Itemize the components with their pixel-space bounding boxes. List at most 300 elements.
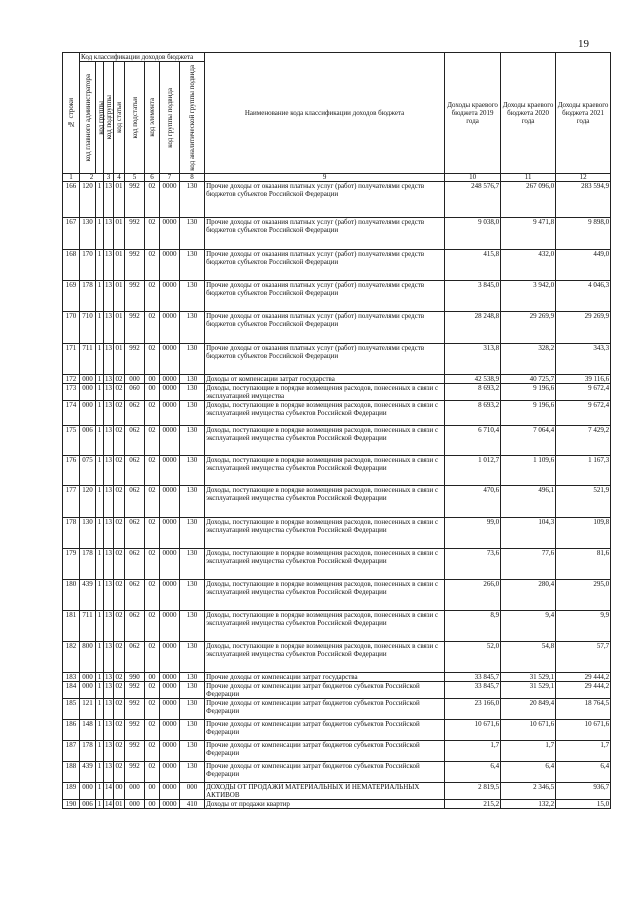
col-number: 6 bbox=[145, 174, 160, 182]
cell-pg: 13 bbox=[104, 518, 114, 549]
cell-gpv: 0000 bbox=[160, 218, 180, 250]
cell-n: 178 bbox=[63, 518, 80, 549]
cell-agpv: 130 bbox=[180, 580, 205, 611]
cell-n: 179 bbox=[63, 549, 80, 580]
cell-pg: 13 bbox=[104, 720, 114, 741]
cell-pst: 992 bbox=[125, 741, 145, 762]
cell-pst: 062 bbox=[125, 580, 145, 611]
cell-st: 01 bbox=[114, 218, 125, 250]
cell-name: Прочие доходы от компенсации затрат бюджетов субъектов Российской Федерации bbox=[205, 720, 445, 741]
cell-v2: 432,0 bbox=[501, 250, 556, 281]
cell-st: 00 bbox=[114, 783, 125, 800]
table-row bbox=[63, 281, 611, 312]
cell-v1: 3 845,0 bbox=[445, 281, 501, 312]
col-number: 11 bbox=[501, 174, 556, 182]
cell-st: 02 bbox=[114, 486, 125, 518]
cell-n: 180 bbox=[63, 580, 80, 611]
cell-pg: 13 bbox=[104, 182, 114, 218]
cell-g: 1 bbox=[96, 401, 104, 426]
cell-gpv: 0000 bbox=[160, 682, 180, 699]
cell-gpv: 0000 bbox=[160, 549, 180, 580]
table-row bbox=[63, 375, 611, 384]
cell-n: 182 bbox=[63, 642, 80, 673]
cell-agpv: 410 bbox=[180, 800, 205, 809]
cell-pst: 062 bbox=[125, 518, 145, 549]
cell-pst: 062 bbox=[125, 486, 145, 518]
cell-v1: 33 845,7 bbox=[445, 673, 501, 682]
cell-el: 00 bbox=[145, 375, 160, 384]
cell-agpv: 130 bbox=[180, 549, 205, 580]
cell-v2: 9 471,8 bbox=[501, 218, 556, 250]
cell-v2: 77,6 bbox=[501, 549, 556, 580]
cell-n: 186 bbox=[63, 720, 80, 741]
cell-name: Прочие доходы от компенсации затрат бюджетов субъектов Российской Федерации bbox=[205, 682, 445, 699]
cell-name: Доходы, поступающие в порядке возмещения расходов, понесенных в связи с эксплуатацией имущества bbox=[205, 384, 445, 401]
page-number: 19 bbox=[578, 38, 589, 50]
cell-el: 02 bbox=[145, 699, 160, 720]
cell-name: Прочие доходы от оказания платных услуг (работ) получателями средств бюджетов субъектов Российской Федерации bbox=[205, 218, 445, 250]
table-row bbox=[63, 580, 611, 611]
cell-v1: 415,8 bbox=[445, 250, 501, 281]
cell-n: 170 bbox=[63, 312, 80, 344]
cell-name: Прочие доходы от компенсации затрат бюджетов субъектов Российской Федерации bbox=[205, 741, 445, 762]
cell-agpv: 130 bbox=[180, 250, 205, 281]
cell-pst: 992 bbox=[125, 699, 145, 720]
cell-adm: 710 bbox=[80, 312, 96, 344]
cell-gpv: 0000 bbox=[160, 486, 180, 518]
table-row bbox=[63, 426, 611, 456]
cell-g: 1 bbox=[96, 580, 104, 611]
cell-v1: 6,4 bbox=[445, 762, 501, 783]
cell-n: 169 bbox=[63, 281, 80, 312]
cell-st: 02 bbox=[114, 699, 125, 720]
cell-st: 02 bbox=[115, 673, 123, 681]
cell-gpv: 0000 bbox=[160, 762, 180, 783]
cell-gpv: 0000 bbox=[160, 182, 180, 218]
table-row bbox=[63, 800, 611, 809]
cell-el: 02 bbox=[145, 682, 160, 699]
cell-v1: 266,0 bbox=[445, 580, 501, 611]
cell-v2: 54,8 bbox=[501, 642, 556, 673]
cell-v1: 1 012,7 bbox=[445, 456, 501, 486]
cell-v2: 104,3 bbox=[501, 518, 556, 549]
header-code-element: код элемента bbox=[145, 62, 160, 174]
cell-el: 02 bbox=[145, 312, 160, 344]
cell-gpv: 0000 bbox=[160, 720, 180, 741]
cell-el: 00 bbox=[145, 800, 160, 809]
cell-pg: 13 bbox=[104, 312, 114, 344]
cell-adm: 000 bbox=[80, 682, 96, 699]
cell-pg: 13 bbox=[104, 384, 114, 401]
cell-adm: 000 bbox=[80, 384, 96, 401]
cell-agpv: 130 bbox=[180, 720, 205, 741]
cell-v3: 9,9 bbox=[556, 611, 611, 642]
cell-g: 1 bbox=[96, 250, 104, 281]
cell-v1: 28 248,8 bbox=[445, 312, 501, 344]
cell-v1: 9 038,0 bbox=[445, 218, 501, 250]
cell-el: 02 bbox=[145, 741, 160, 762]
table-row bbox=[63, 762, 611, 783]
cell-g: 1 bbox=[96, 384, 104, 401]
cell-v2: 6,4 bbox=[501, 762, 556, 783]
cell-pg: 13 bbox=[104, 642, 114, 673]
cell-g: 1 bbox=[96, 783, 104, 800]
header-name: Наименование кода классификации доходов бюджета bbox=[205, 53, 445, 174]
cell-pg: 13 bbox=[104, 682, 114, 699]
cell-gpv: 0000 bbox=[160, 426, 180, 456]
cell-st: 01 bbox=[114, 312, 125, 344]
cell-agpv: 130 bbox=[180, 456, 205, 486]
table-row bbox=[63, 182, 611, 218]
cell-adm: 000 bbox=[80, 673, 96, 682]
cell-g: 1 bbox=[96, 720, 104, 741]
cell-pg: 14 bbox=[104, 783, 114, 800]
cell-n: 190 bbox=[63, 800, 80, 809]
cell-pg: 13 bbox=[104, 762, 114, 783]
cell-name: Доходы, поступающие в порядке возмещения расходов, понесенных в связи с эксплуатацией имущества субъектов Российской Федерации bbox=[205, 486, 445, 518]
cell-gpv: 0000 bbox=[160, 456, 180, 486]
cell-v1: 470,6 bbox=[445, 486, 501, 518]
cell-gpv: 0000 bbox=[160, 642, 180, 673]
col-number: 5 bbox=[125, 174, 145, 182]
cell-g: 1 bbox=[96, 549, 104, 580]
cell-el: 00 bbox=[145, 673, 160, 682]
cell-st: 01 bbox=[114, 182, 125, 218]
cell-adm: 148 bbox=[80, 720, 96, 741]
header-code-subgroup: код подгруппы bbox=[104, 62, 114, 174]
table-row bbox=[63, 642, 611, 673]
cell-g: 1 bbox=[96, 281, 104, 312]
cell-name: Доходы от продажи квартир bbox=[205, 800, 445, 809]
cell-gpv: 0000 bbox=[160, 800, 180, 809]
cell-g: 1 bbox=[96, 673, 104, 682]
cell-v3: 343,3 bbox=[556, 344, 611, 375]
cell-pg: 13 bbox=[104, 401, 114, 426]
cell-v2: 29 269,9 bbox=[501, 312, 556, 344]
cell-pst: 992 bbox=[125, 281, 145, 312]
table-row bbox=[63, 486, 611, 518]
cell-v1: 8,9 bbox=[445, 611, 501, 642]
cell-pg: 13 bbox=[104, 281, 114, 312]
cell-name: ДОХОДЫ ОТ ПРОДАЖИ МАТЕРИАЛЬНЫХ И НЕМАТЕРИАЛЬНЫХ АКТИВОВ bbox=[205, 783, 445, 800]
cell-v1: 1,7 bbox=[445, 741, 501, 762]
cell-g: 1 bbox=[96, 642, 104, 673]
cell-gpv: 0000 bbox=[160, 250, 180, 281]
cell-v3: 521,9 bbox=[556, 486, 611, 518]
cell-agpv: 130 bbox=[180, 312, 205, 344]
cell-st: 02 bbox=[114, 401, 125, 426]
cell-adm: 711 bbox=[80, 344, 96, 375]
cell-st: 01 bbox=[114, 281, 125, 312]
cell-v1: 6 710,4 bbox=[445, 426, 501, 456]
cell-agpv: 130 bbox=[180, 741, 205, 762]
cell-adm: 006 bbox=[80, 800, 96, 809]
cell-adm: 000 bbox=[80, 783, 96, 800]
cell-n: 168 bbox=[63, 250, 80, 281]
table-row bbox=[63, 611, 611, 642]
cell-pg: 13 bbox=[104, 741, 114, 762]
cell-agpv: 130 bbox=[180, 375, 205, 384]
table-row bbox=[63, 250, 611, 281]
cell-g: 1 bbox=[96, 518, 104, 549]
cell-name: Доходы, поступающие в порядке возмещения расходов, понесенных в связи с эксплуатацией имущества субъектов Российской Федерации bbox=[205, 401, 445, 426]
cell-pst: 062 bbox=[125, 611, 145, 642]
cell-v3: 109,8 bbox=[556, 518, 611, 549]
cell-name: Прочие доходы от оказания платных услуг (работ) получателями средств бюджетов субъектов Российской Федерации bbox=[205, 312, 445, 344]
cell-gpv: 0000 bbox=[160, 518, 180, 549]
cell-st: 02 bbox=[114, 580, 125, 611]
col-number: 4 bbox=[114, 174, 125, 182]
cell-g: 1 bbox=[96, 344, 104, 375]
cell-pg: 14 bbox=[105, 800, 112, 808]
cell-pst: 062 bbox=[125, 642, 145, 673]
cell-name: Доходы от компенсации затрат государства bbox=[205, 375, 445, 384]
cell-st: 02 bbox=[114, 549, 125, 580]
table-body bbox=[63, 182, 611, 809]
cell-v1: 8 693,2 bbox=[445, 384, 501, 401]
table-row bbox=[63, 682, 611, 699]
cell-agpv: 130 bbox=[180, 642, 205, 673]
cell-name: Прочие доходы от оказания платных услуг (работ) получателями средств бюджетов субъектов Российской Федерации bbox=[205, 281, 445, 312]
cell-v2: 7 064,4 bbox=[501, 426, 556, 456]
cell-pg: 13 bbox=[104, 611, 114, 642]
cell-pg: 13 bbox=[104, 699, 114, 720]
cell-gpv: 0000 bbox=[160, 699, 180, 720]
cell-v3: 449,0 bbox=[556, 250, 611, 281]
cell-st: 02 bbox=[114, 720, 125, 741]
cell-v3: 1,7 bbox=[556, 741, 611, 762]
cell-adm: 130 bbox=[80, 518, 96, 549]
table-row bbox=[63, 384, 611, 401]
cell-el: 02 bbox=[145, 549, 160, 580]
cell-pst: 992 bbox=[125, 762, 145, 783]
cell-v1: 99,0 bbox=[445, 518, 501, 549]
cell-g: 1 bbox=[96, 182, 104, 218]
cell-gpv: 0000 bbox=[160, 741, 180, 762]
cell-agpv: 130 bbox=[180, 673, 205, 682]
cell-agpv: 130 bbox=[180, 762, 205, 783]
cell-n: 176 bbox=[63, 456, 80, 486]
cell-gpv: 0000 bbox=[160, 384, 180, 401]
cell-v2: 10 671,6 bbox=[501, 720, 556, 741]
col-number: 2 bbox=[80, 174, 104, 182]
header-code-subarticle: код подстатьи bbox=[125, 62, 145, 174]
cell-pst: 992 bbox=[125, 720, 145, 741]
cell-el: 02 bbox=[145, 182, 160, 218]
col-number: 8 bbox=[180, 174, 205, 182]
cell-v3: 29 444,2 bbox=[556, 673, 611, 682]
cell-adm: 121 bbox=[80, 699, 96, 720]
cell-pg: 13 bbox=[105, 673, 112, 681]
cell-n: 181 bbox=[63, 611, 80, 642]
cell-el: 02 bbox=[145, 486, 160, 518]
cell-v3: 936,7 bbox=[556, 783, 611, 800]
cell-pst: 062 bbox=[125, 426, 145, 456]
col-number: 3 bbox=[104, 174, 114, 182]
cell-v3: 57,7 bbox=[556, 642, 611, 673]
header-code-article: код статьи bbox=[114, 62, 125, 174]
cell-st: 02 bbox=[114, 518, 125, 549]
cell-v3: 9 672,4 bbox=[556, 384, 611, 401]
cell-el: 02 bbox=[145, 611, 160, 642]
header-2019: Доходы краевого бюджета 2019 года bbox=[445, 53, 501, 174]
cell-pg: 13 bbox=[104, 549, 114, 580]
table-row bbox=[63, 401, 611, 426]
table-row bbox=[63, 549, 611, 580]
cell-v3: 9 898,0 bbox=[556, 218, 611, 250]
cell-el: 02 bbox=[145, 720, 160, 741]
cell-el: 02 bbox=[145, 456, 160, 486]
cell-name: Доходы, поступающие в порядке возмещения расходов, понесенных в связи с эксплуатацией имущества субъектов Российской Федерации bbox=[205, 518, 445, 549]
cell-v1: 248 576,7 bbox=[445, 182, 501, 218]
cell-gpv: 0000 bbox=[160, 344, 180, 375]
cell-n: 167 bbox=[63, 218, 80, 250]
cell-name: Прочие доходы от оказания платных услуг (работ) получателями средств бюджетов субъектов Российской Федерации bbox=[205, 182, 445, 218]
cell-name: Доходы, поступающие в порядке возмещения расходов, понесенных в связи с эксплуатацией имущества субъектов Российской Федерации bbox=[205, 549, 445, 580]
cell-name: Доходы, поступающие в порядке возмещения расходов, понесенных в связи с эксплуатацией имущества субъектов Российской Федерации bbox=[205, 426, 445, 456]
cell-g: 1 bbox=[96, 218, 104, 250]
cell-adm: 000 bbox=[80, 401, 96, 426]
cell-v1: 215,2 bbox=[445, 800, 501, 809]
cell-gpv: 0000 bbox=[160, 375, 180, 384]
cell-name: Доходы, поступающие в порядке возмещения расходов, понесенных в связи с эксплуатацией имущества субъектов Российской Федерации bbox=[205, 580, 445, 611]
cell-gpv: 0000 bbox=[160, 611, 180, 642]
cell-el: 00 bbox=[145, 783, 160, 800]
cell-agpv: 130 bbox=[180, 218, 205, 250]
cell-pg: 13 bbox=[104, 486, 114, 518]
cell-el: 02 bbox=[145, 218, 160, 250]
col-number: 9 bbox=[205, 174, 445, 182]
cell-adm: 120 bbox=[80, 182, 96, 218]
cell-v3: 18 764,5 bbox=[556, 699, 611, 720]
cell-g: 1 bbox=[96, 375, 104, 384]
cell-g: 1 bbox=[96, 611, 104, 642]
column-number-row bbox=[63, 174, 611, 182]
cell-v3: 6,4 bbox=[556, 762, 611, 783]
cell-v3: 15,0 bbox=[556, 800, 611, 809]
cell-n: 189 bbox=[63, 783, 80, 800]
cell-v2: 40 725,7 bbox=[501, 375, 556, 384]
cell-n: 187 bbox=[63, 741, 80, 762]
cell-agpv: 130 bbox=[180, 401, 205, 426]
cell-n: 175 bbox=[63, 426, 80, 456]
header-code-group: Код классификации доходов бюджета bbox=[80, 53, 205, 62]
cell-pst: 992 bbox=[125, 182, 145, 218]
cell-name: Прочие доходы от компенсации затрат государства bbox=[205, 673, 445, 682]
cell-n: 171 bbox=[63, 344, 80, 375]
cell-el: 02 bbox=[145, 281, 160, 312]
cell-v1: 42 538,9 bbox=[445, 375, 501, 384]
cell-adm: 170 bbox=[80, 250, 96, 281]
col-number: 7 bbox=[160, 174, 180, 182]
cell-gpv: 0000 bbox=[160, 580, 180, 611]
cell-pst: 062 bbox=[125, 549, 145, 580]
cell-v2: 1,7 bbox=[501, 741, 556, 762]
cell-g: 1 bbox=[96, 699, 104, 720]
cell-el: 02 bbox=[145, 344, 160, 375]
cell-adm: 178 bbox=[80, 549, 96, 580]
table-row bbox=[63, 456, 611, 486]
cell-gpv: 0000 bbox=[160, 783, 180, 800]
cell-pst: 000 bbox=[125, 375, 145, 384]
cell-agpv: 130 bbox=[180, 344, 205, 375]
cell-pst: 062 bbox=[125, 456, 145, 486]
cell-adm: 000 bbox=[80, 375, 96, 384]
cell-v2: 1 109,6 bbox=[501, 456, 556, 486]
cell-agpv: 130 bbox=[180, 384, 205, 401]
cell-pst: 990 bbox=[125, 673, 145, 682]
table-row bbox=[63, 344, 611, 375]
cell-adm: 006 bbox=[80, 426, 96, 456]
cell-adm: 075 bbox=[80, 456, 96, 486]
cell-v1: 313,8 bbox=[445, 344, 501, 375]
cell-agpv: 130 bbox=[180, 518, 205, 549]
cell-v2: 9,4 bbox=[501, 611, 556, 642]
cell-st: 02 bbox=[114, 741, 125, 762]
cell-v3: 29 269,9 bbox=[556, 312, 611, 344]
cell-st: 02 bbox=[114, 384, 125, 401]
cell-st: 01 bbox=[114, 250, 125, 281]
cell-st: 01 bbox=[115, 800, 123, 808]
cell-adm: 800 bbox=[80, 642, 96, 673]
cell-st: 02 bbox=[115, 375, 123, 383]
cell-v2: 31 529,1 bbox=[501, 673, 556, 682]
cell-name: Прочие доходы от оказания платных услуг (работ) получателями средств бюджетов субъектов Российской Федерации bbox=[205, 344, 445, 375]
cell-pg: 13 bbox=[104, 426, 114, 456]
cell-g: 1 bbox=[96, 456, 104, 486]
cell-n: 188 bbox=[63, 762, 80, 783]
cell-v3: 81,6 bbox=[556, 549, 611, 580]
cell-name: Прочие доходы от оказания платных услуг (работ) получателями средств бюджетов субъектов Российской Федерации bbox=[205, 250, 445, 281]
cell-pg: 13 bbox=[104, 344, 114, 375]
table-row bbox=[63, 518, 611, 549]
cell-agpv: 000 bbox=[180, 783, 205, 800]
cell-agpv: 130 bbox=[180, 281, 205, 312]
header-row-number: № строки bbox=[63, 53, 80, 174]
cell-name: Доходы, поступающие в порядке возмещения расходов, понесенных в связи с эксплуатацией имущества субъектов Российской Федерации bbox=[205, 642, 445, 673]
cell-v3: 10 671,6 bbox=[556, 720, 611, 741]
cell-n: 185 bbox=[63, 699, 80, 720]
cell-n: 166 bbox=[63, 182, 80, 218]
cell-v3: 9 672,4 bbox=[556, 401, 611, 426]
cell-gpv: 0000 bbox=[160, 401, 180, 426]
cell-agpv: 130 bbox=[180, 699, 205, 720]
cell-g: 1 bbox=[96, 486, 104, 518]
header-code-analytic-group: код аналитической группы подвида bbox=[180, 62, 205, 174]
cell-el: 00 bbox=[145, 384, 160, 401]
cell-v3: 1 167,3 bbox=[556, 456, 611, 486]
cell-v1: 52,0 bbox=[445, 642, 501, 673]
cell-g: 1 bbox=[96, 800, 104, 809]
table-row bbox=[63, 741, 611, 762]
cell-v1: 10 671,6 bbox=[445, 720, 501, 741]
cell-pst: 062 bbox=[125, 401, 145, 426]
cell-v3: 295,0 bbox=[556, 580, 611, 611]
cell-v2: 9 196,6 bbox=[501, 401, 556, 426]
cell-n: 172 bbox=[63, 375, 80, 384]
cell-v1: 2 819,5 bbox=[445, 783, 501, 800]
cell-pst: 992 bbox=[125, 312, 145, 344]
cell-v2: 3 942,0 bbox=[501, 281, 556, 312]
cell-v2: 9 196,6 bbox=[501, 384, 556, 401]
col-number: 12 bbox=[556, 174, 611, 182]
cell-st: 02 bbox=[114, 682, 125, 699]
cell-n: 174 bbox=[63, 401, 80, 426]
cell-g: 1 bbox=[96, 762, 104, 783]
cell-name: Прочие доходы от компенсации затрат бюджетов субъектов Российской Федерации bbox=[205, 762, 445, 783]
cell-v2: 280,4 bbox=[501, 580, 556, 611]
cell-v2: 20 849,4 bbox=[501, 699, 556, 720]
